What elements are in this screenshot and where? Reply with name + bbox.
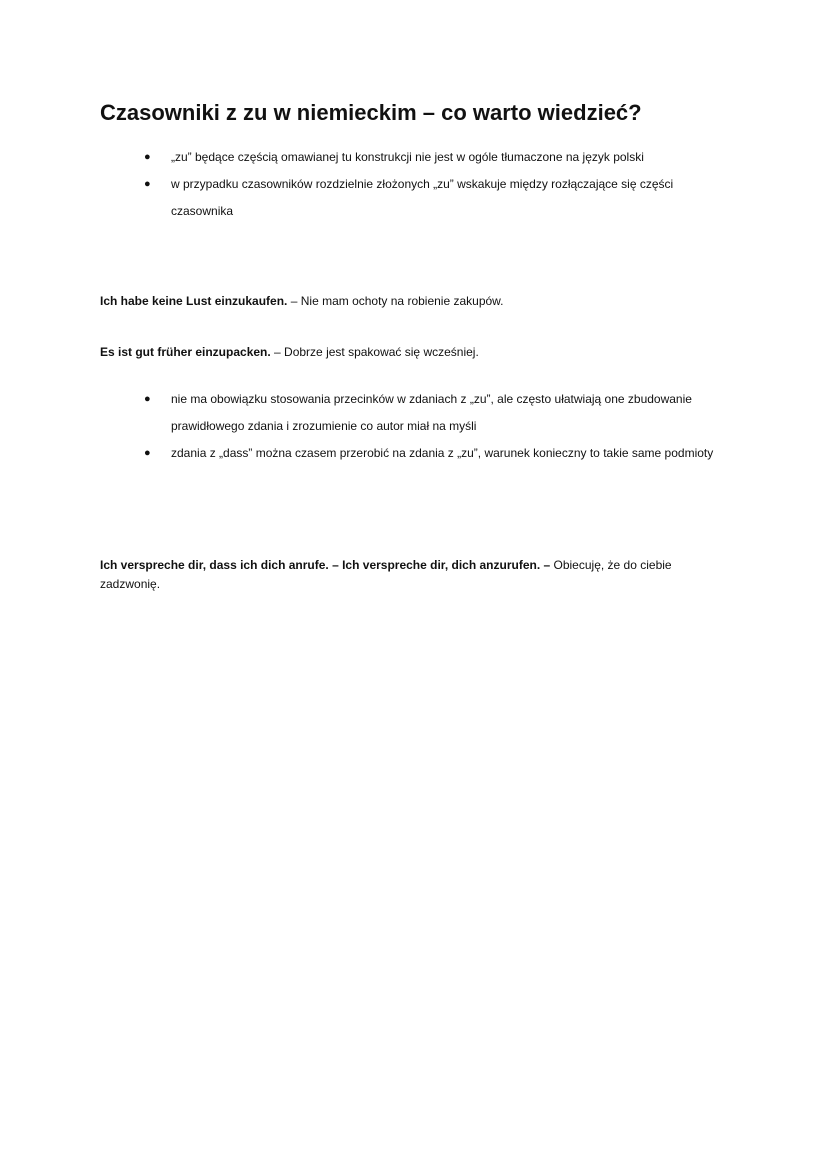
- list-item: [0, 144, 828, 171]
- list-item-text: „zu” będące częścią omawianej tu konstrukcji nie jest w ogóle tłumaczone na język polski: [171, 150, 644, 164]
- example-german: Ich verspreche dir, dass ich dich anrufe. – Ich verspreche dir, dich anzurufen. –: [100, 558, 551, 572]
- example-german: Ich habe keine Lust einzukaufen.: [100, 294, 288, 308]
- example-sentence: [100, 556, 730, 594]
- example-polish: – Nie mam ochoty na robienie zakupów.: [287, 294, 504, 308]
- bullet-list-rules: [0, 144, 828, 225]
- bullet-icon: ●: [144, 393, 151, 405]
- list-item: [0, 440, 828, 467]
- example-german: Es ist gut früher einzupacken.: [100, 345, 271, 359]
- example-sentence: [100, 343, 730, 362]
- bullet-icon: ●: [144, 447, 151, 459]
- page-title: Czasowniki z zu w niemieckim – co warto wiedzieć?: [100, 100, 642, 125]
- list-item-text: nie ma obowiązku stosowania przecinków w zdaniach z „zu”, ale często ułatwiają one zbudowanie prawidłowego zdania i zrozumienie co autor miał na myśli: [171, 392, 692, 433]
- example-polish: Obiecuję, że do ciebie zadzwonię.: [100, 558, 672, 591]
- list-item-text: w przypadku czasowników rozdzielnie złożonych „zu” wskakuje między rozłączające się części czasownika: [171, 177, 674, 218]
- list-item: [0, 386, 828, 440]
- list-item: [0, 171, 828, 225]
- bullet-icon: ●: [144, 151, 151, 163]
- example-sentence: [100, 292, 730, 311]
- bullet-icon: ●: [144, 178, 151, 190]
- bullet-list-notes: [0, 386, 828, 467]
- list-item-text: zdania z „dass” można czasem przerobić na zdania z „zu”, warunek konieczny to takie same podmioty: [171, 446, 714, 460]
- example-polish: – Dobrze jest spakować się wcześniej.: [270, 345, 479, 359]
